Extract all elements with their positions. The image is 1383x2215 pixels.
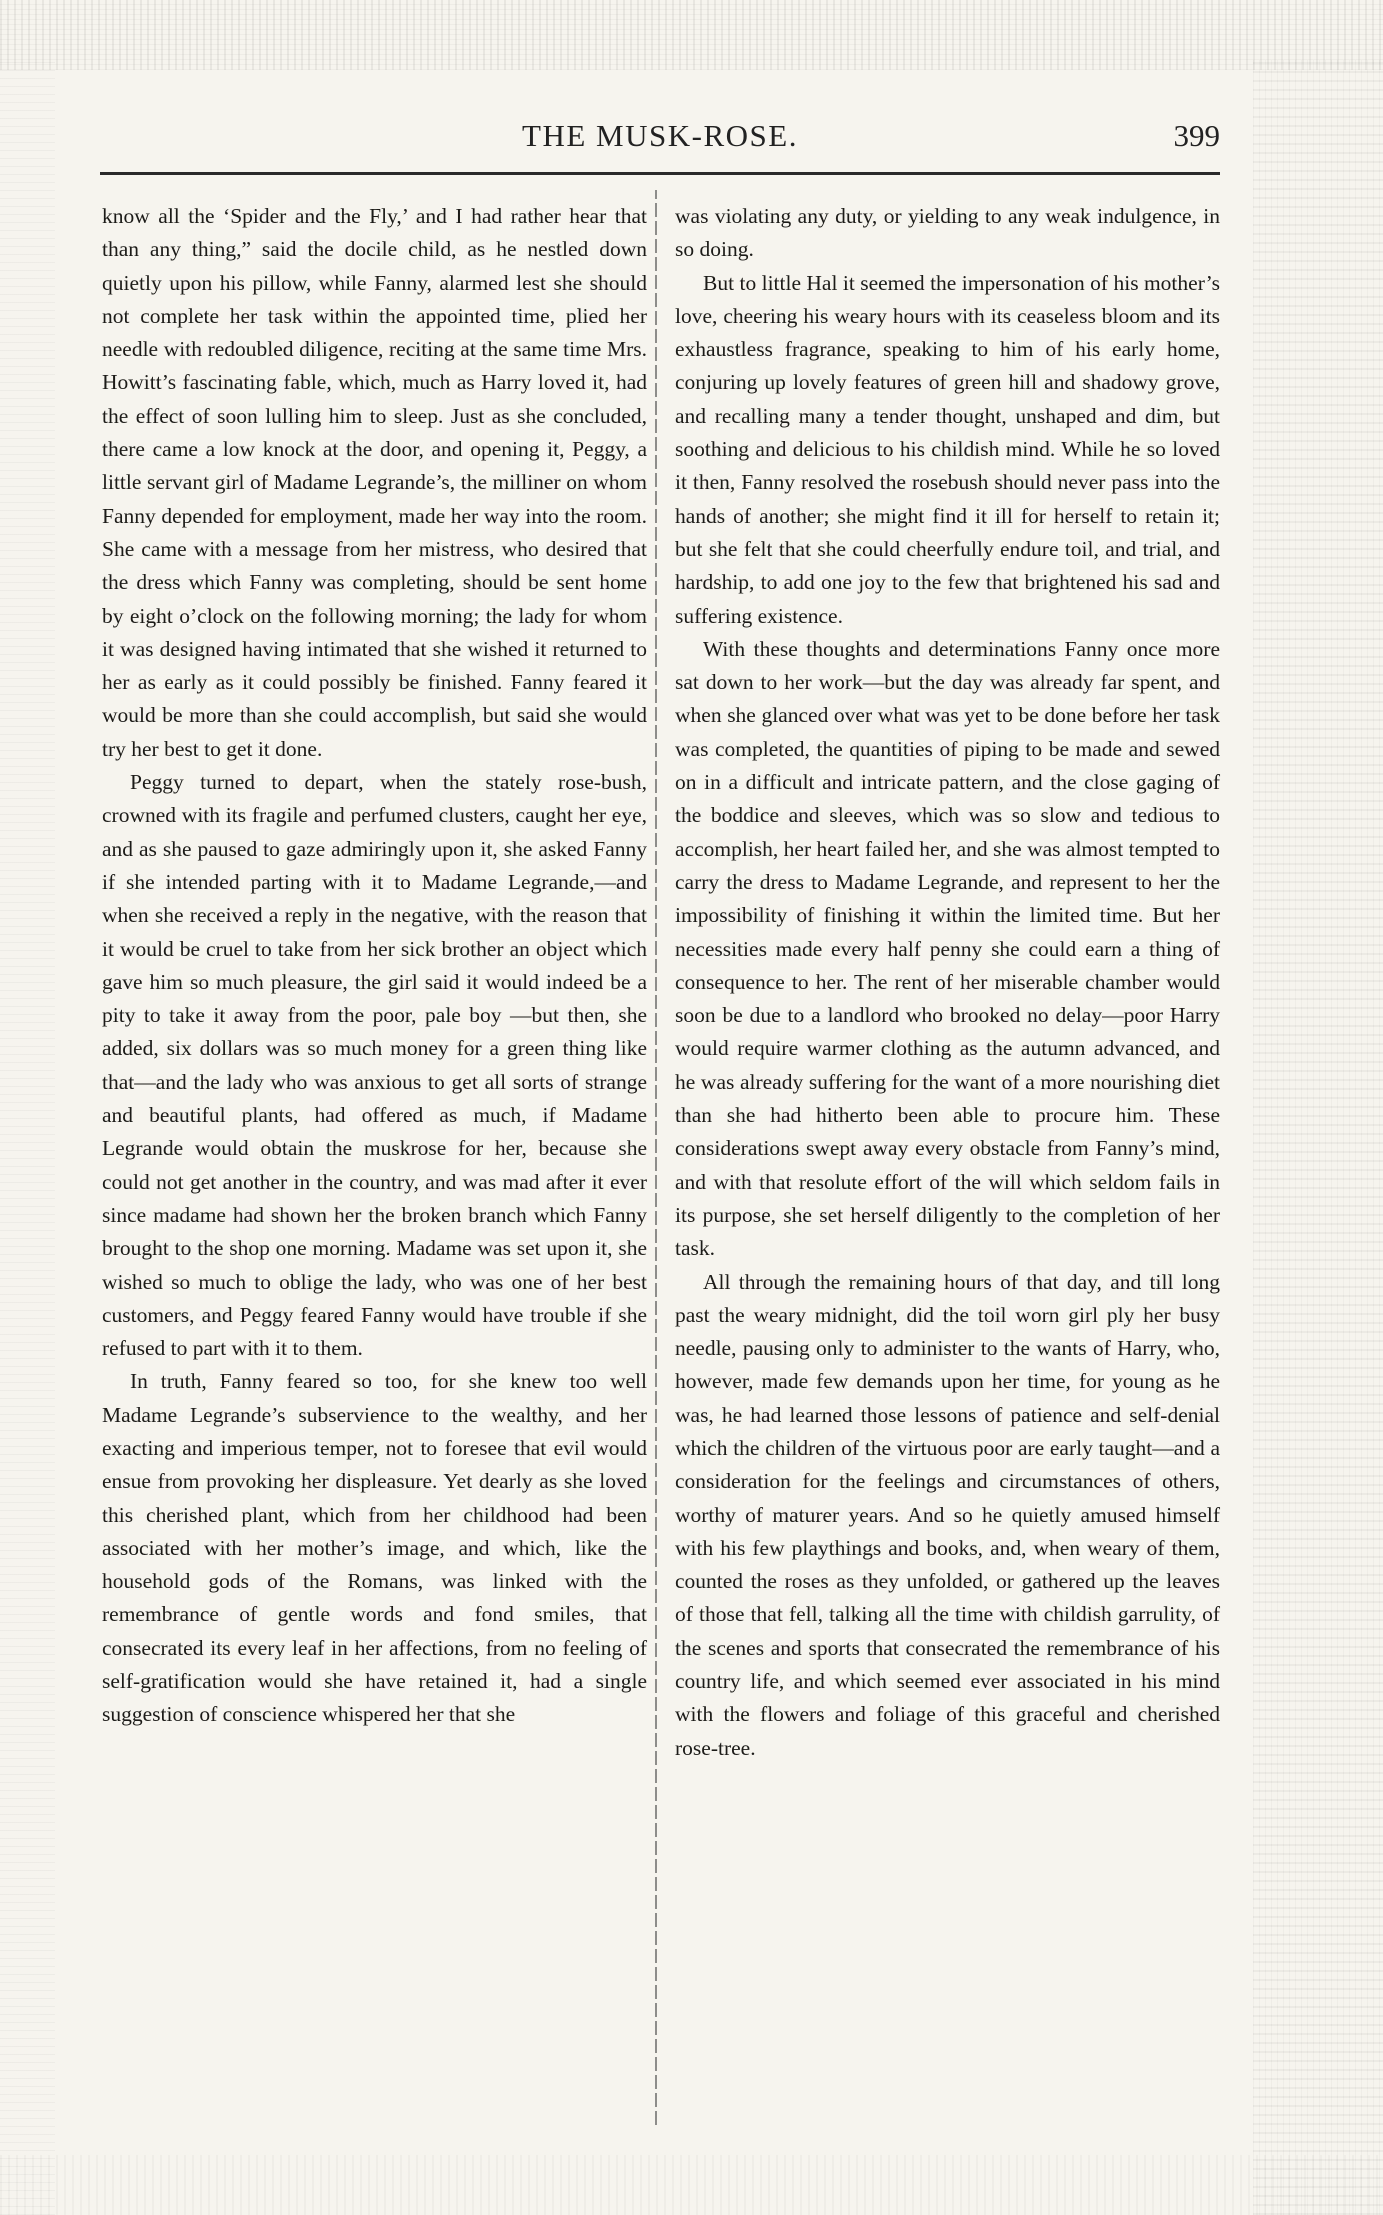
right-paragraph-4: All through the remaining hours of that day, and till long past the weary midnight, did the toil worn girl ply her busy needle, pausing only to administer to the wants of Harry, who, however, made few demands upon her time, for young as he was, he had learned those lessons of patience and self-denial which the children of the virtuous poor are early taught—and a consideration for the feelings and circumstances of others, worthy of maturer years. And so he quietly amused himself with his few playthings and books, and, when weary of them, counted the roses as they unfolded, or gathered up the leaves of those that fell, talking all the time with childish garrulity, of the scenes and sports that consecrated the remembrance of his country life, and which seemed ever associated in his mind with the flowers and foliage of this graceful and cherished rose-tree. xyxy=(675,1269,1220,1760)
scan-noise-top xyxy=(0,0,1383,70)
left-paragraph-1: know all the ‘Spider and the Fly,’ and I had rather hear that than any thing,” said the docile child, as he nestled down quietly upon his pillow, while Fanny, alarmed lest she should not complete her task within the appointed time, plied her needle with redoubled diligence, reciting at the same time Mrs. Howitt’s fascinating fable, which, much as Harry loved it, had the effect of soon lulling him to sleep. Just as she concluded, there came a low knock at the door, and opening it, Peggy, a little servant girl of Madame Legrande’s, the milliner on whom Fanny depended for employment, made her way into the room. She came with a message from her mistress, who desired that the dress which Fanny was completing, should be sent home by eight o’clock on the following morning; the lady for whom it was designed having intimated that she wished it returned to her as early as it could possibly be finished. Fanny feared it would be more than she could accomplish, but said she would try her best to get it done. xyxy=(102,204,647,761)
right-paragraph-2: But to little Hal it seemed the impersonation of his mother’s love, cheering his weary hours with its ceaseless bloom and its exhaustless fragrance, speaking to him of his early home, conjuring up lovely features of green hill and shadowy grove, and recalling many a tender thought, unshaped and dim, but soothing and delicious to his childish mind. While he so loved it then, Fanny resolved the rosebush should never pass into the hands of another; she might find it ill for herself to retain it; but she felt that she could cheerfully endure toil, and trial, and hardship, to add one joy to the few that brightened his sad and suffering existence. xyxy=(675,270,1220,628)
scan-noise-left xyxy=(0,60,55,2215)
right-paragraph-1: was violating any duty, or yielding to any weak indulgence, in so doing. xyxy=(675,204,1220,262)
left-column xyxy=(102,200,647,1732)
left-paragraph-3: In truth, Fanny feared so too, for she knew too well Madame Legrande’s subservience to the wealthy, and her exacting and imperious temper, not to foresee that evil would ensue from provoking her displeasure. Yet dearly as she loved this cherished plant, which from her childhood had been associated with her mother’s image, and which, like the household gods of the Romans, was linked with the remembrance of gentle words and fond smiles, that consecrated its every leaf in her affections, from no feeling of self-gratification would she have retained it, had a single suggestion of conscience whispered her that she xyxy=(102,1369,647,1727)
column-divider xyxy=(655,190,657,2125)
right-column xyxy=(675,200,1220,1765)
right-paragraph-3: With these thoughts and determinations Fanny once more sat down to her work—but the day was already far spent, and when she glanced over what was yet to be done before her task was completed, the quantities of piping to be made and sewed on in a difficult and intricate pattern, and the close gaging of the boddice and sleeves, which was so slow and tedious to accomplish, her heart failed her, and she was almost tempted to carry the dress to Madame Legrande, and represent to her the impossibility of finishing it within the limited time. But her necessities made every half penny she could earn a thing of consequence to her. The rent of her miserable chamber would soon be due to a landlord who brooked no delay—poor Harry would require warmer clothing as the autumn advanced, and he was already suffering for the want of a more nourishing diet than she had hitherto been able to procure him. These considerations swept away every obstacle from Fanny’s mind, and with that resolute effort of the will which seldom fails in its purpose, she set herself diligently to the completion of her task. xyxy=(675,636,1220,1261)
page-header xyxy=(100,118,1220,168)
page-number: 399 xyxy=(1173,118,1220,153)
scan-noise-right xyxy=(1253,60,1383,2215)
running-title: THE MUSK-ROSE. xyxy=(522,118,798,153)
left-paragraph-2: Peggy turned to depart, when the stately rose-bush, crowned with its fragile and perfumed clusters, caught her eye, and as she paused to gaze admiringly upon it, she asked Fanny if she intended parting with it to Madame Legrande,—and when she received a reply in the negative, with the reason that it would be cruel to take from her sick brother an object which gave him so much pleasure, the girl said it would indeed be a pity to take it away from the poor, pale boy —but then, she added, six dollars was so much money for a green thing like that—and the lady who was anxious to get all sorts of strange and beautiful plants, had offered as much, if Madame Legrande would obtain the muskrose for her, because she could not get another in the country, and was mad after it ever since madame had shown her the broken branch which Fanny brought to the shop one morning. Madame was set upon it, she wished so much to oblige the lady, who was one of her best customers, and Peggy feared Fanny would have trouble if she refused to part with it to them. xyxy=(102,770,647,1361)
scan-noise-bottom xyxy=(0,2155,1383,2215)
header-rule xyxy=(100,172,1220,175)
